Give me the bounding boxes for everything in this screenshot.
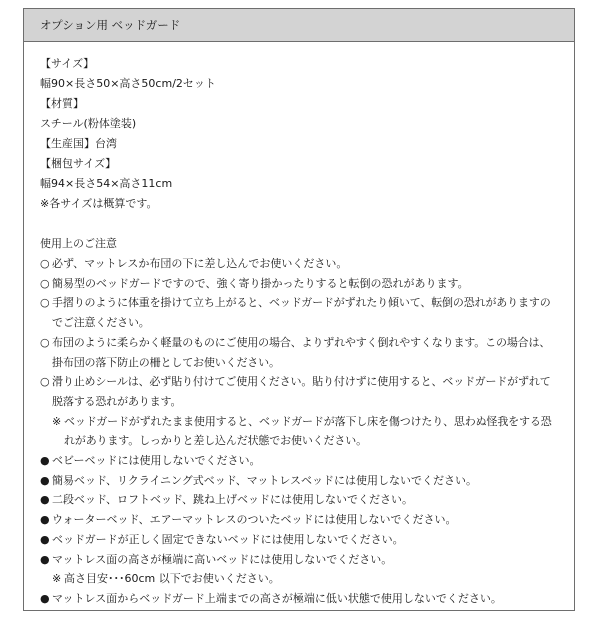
note-subitem	[40, 569, 558, 589]
note-item	[40, 530, 558, 550]
note-text: 布団のように柔らかく軽量のものにご使用の場合、よりずれやすく倒れやすくなります。この場合は、掛布団の落下防止の柵としてお使いください。	[52, 335, 551, 369]
note-subitem	[40, 412, 558, 451]
bullet-mark: ●	[40, 552, 50, 566]
package-value: 幅94×長さ54×高さ11cm	[40, 177, 173, 190]
reference-mark: ※	[52, 414, 62, 428]
origin-line: 【生産国】台湾	[40, 137, 117, 150]
note-item	[40, 333, 558, 372]
note-text: ベッドガードがずれたまま使用すると、ベッドガードが落下し床を傷つけたり、思わぬ怪我をする恐れがあります。しっかりと差し込んだ状態でお使いください。	[64, 414, 552, 448]
panel-header	[24, 9, 574, 42]
bullet-mark: ●	[40, 493, 50, 507]
material-value: スチール(粉体塗装)	[40, 117, 137, 130]
circle-mark: ○	[40, 375, 50, 389]
note-item	[40, 510, 558, 530]
note-item	[40, 471, 558, 491]
bullet-mark: ●	[40, 454, 50, 468]
material-heading: 【材質】	[40, 97, 84, 110]
circle-mark: ○	[40, 296, 50, 310]
note-item	[40, 490, 558, 510]
notes-title: 使用上のご注意	[40, 237, 117, 250]
note-item	[40, 451, 558, 471]
note-text: 簡易ベッド、リクライニング式ベッド、マットレスベッドには使用しないでください。	[52, 473, 478, 487]
note-text: 簡易型のベッドガードですので、強く寄り掛かったりすると転倒の恐れがあります。	[52, 276, 469, 290]
package-heading: 【梱包サイズ】	[40, 157, 117, 170]
note-item	[40, 589, 558, 609]
note-text: 必ず、マットレスか布団の下に差し込んでお使いください。	[52, 257, 348, 270]
approx-note: ※各サイズは概算です。	[40, 197, 158, 210]
note-item	[40, 293, 558, 332]
size-heading: 【サイズ】	[40, 57, 95, 70]
note-text: ベビーベッドには使用しないでください。	[52, 454, 261, 468]
spec-panel	[23, 8, 575, 611]
circle-mark: ○	[40, 335, 50, 349]
note-text: マットレス面の高さが極端に高いベッドには使用しないでください。	[52, 552, 393, 566]
note-item	[40, 550, 558, 570]
bullet-mark: ●	[40, 532, 50, 546]
note-item	[40, 274, 558, 294]
panel-title: オプション用 ベッドガード	[40, 18, 181, 32]
notes-list	[40, 254, 558, 609]
bullet-mark: ●	[40, 513, 50, 527]
note-text: 手摺りのように体重を掛けて立ち上がると、ベッドガードがずれたり傾いて、転倒の恐れがありますのでご注意ください。	[52, 296, 551, 330]
note-text: 滑り止めシールは、必ず貼り付けてご使用ください。貼り付けずに使用すると、ベッドガードがずれて脱落する恐れがあります。	[52, 375, 551, 408]
circle-mark: ○	[40, 257, 50, 270]
note-text: 二段ベッド、ロフトベッド、跳ね上げベッドには使用しないでください。	[52, 493, 414, 507]
note-text: ベッドガードが正しく固定できないベッドには使用しないでください。	[52, 532, 404, 546]
reference-mark: ※	[52, 572, 62, 586]
note-text: ウォーターベッド、エアーマットレスのついたベッドには使用しないでください。	[52, 513, 457, 527]
note-text: マットレス面からベッドガード上端までの高さが極端に低い状態で使用しないでください。	[52, 591, 502, 605]
note-item	[40, 254, 558, 274]
spec-list	[40, 54, 558, 214]
bullet-mark: ●	[40, 591, 50, 605]
circle-mark: ○	[40, 276, 50, 290]
note-text: 高さ目安･･･60cm 以下でお使いください。	[64, 572, 280, 586]
panel-content	[24, 42, 574, 609]
bullet-mark: ●	[40, 473, 50, 487]
note-item	[40, 372, 558, 411]
size-value: 幅90×長さ50×高さ50cm/2セット	[40, 77, 216, 90]
